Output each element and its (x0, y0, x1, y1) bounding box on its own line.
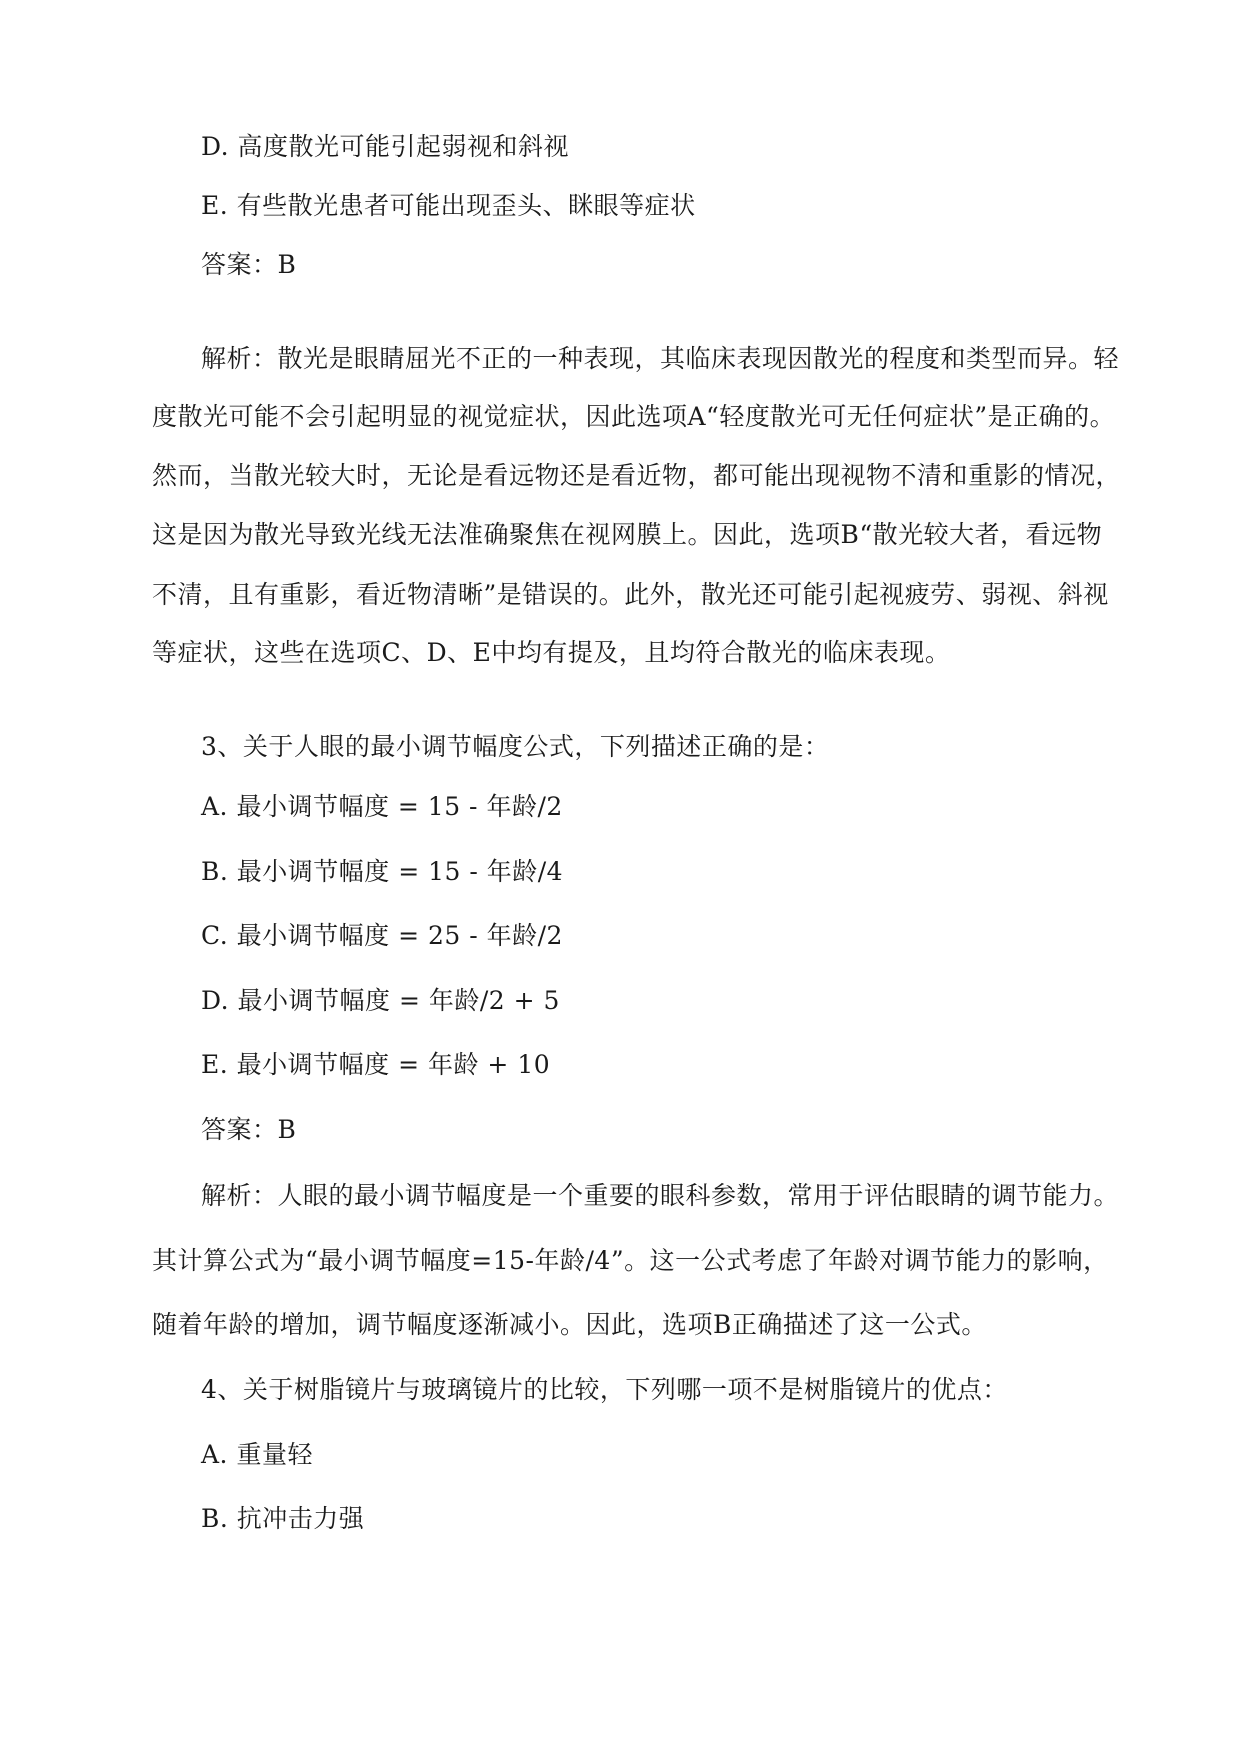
q3-option-a: A. 最小调节幅度 = 15 - 年龄/2 (201, 792, 563, 821)
q2-analysis-line: 不清，且有重影，看近物清晰”是错误的。此外，散光还可能引起视疲劳、弱视、斜视 (152, 580, 1109, 609)
q2-analysis-line: 等症状，这些在选项C、D、E中均有提及，且均符合散光的临床表现。 (152, 638, 951, 667)
q3-question: 3、关于人眼的最小调节幅度公式，下列描述正确的是： (201, 732, 830, 761)
q2-answer: 答案：B (201, 250, 297, 279)
q2-option-d: D. 高度散光可能引起弱视和斜视 (201, 132, 570, 161)
q2-analysis-line: 度散光可能不会引起明显的视觉症状，因此选项A“轻度散光可无任何症状”是正确的。 (152, 402, 1116, 431)
q2-analysis-line: 然而，当散光较大时，无论是看远物还是看近物，都可能出现视物不清和重影的情况， (152, 461, 1122, 490)
q3-option-c: C. 最小调节幅度 = 25 - 年龄/2 (201, 921, 563, 950)
q3-analysis-line: 随着年龄的增加，调节幅度逐渐减小。因此，选项B正确描述了这一公式。 (152, 1310, 987, 1339)
q3-option-e: E. 最小调节幅度 = 年龄 + 10 (201, 1050, 551, 1079)
q2-analysis-line: 解析：散光是眼睛屈光不正的一种表现，其临床表现因散光的程度和类型而异。轻 (201, 344, 1120, 373)
q2-option-e: E. 有些散光患者可能出现歪头、眯眼等症状 (201, 191, 696, 220)
q2-analysis-line: 这是因为散光导致光线无法准确聚焦在视网膜上。因此，选项B“散光较大者，看远物 (152, 520, 1103, 549)
q4-question: 4、关于树脂镜片与玻璃镜片的比较，下列哪一项不是树脂镜片的优点： (201, 1375, 1008, 1404)
q4-option-b: B. 抗冲击力强 (201, 1504, 365, 1533)
q3-option-b: B. 最小调节幅度 = 15 - 年龄/4 (201, 857, 564, 886)
q4-option-a: A. 重量轻 (201, 1440, 313, 1469)
q3-option-d: D. 最小调节幅度 = 年龄/2 + 5 (201, 986, 560, 1015)
q3-analysis-line: 其计算公式为“最小调节幅度=15-年龄/4”。这一公式考虑了年龄对调节能力的影响， (152, 1246, 1109, 1275)
q3-analysis-line: 解析：人眼的最小调节幅度是一个重要的眼科参数，常用于评估眼睛的调节能力。 (201, 1181, 1120, 1210)
q3-answer: 答案：B (201, 1115, 297, 1144)
